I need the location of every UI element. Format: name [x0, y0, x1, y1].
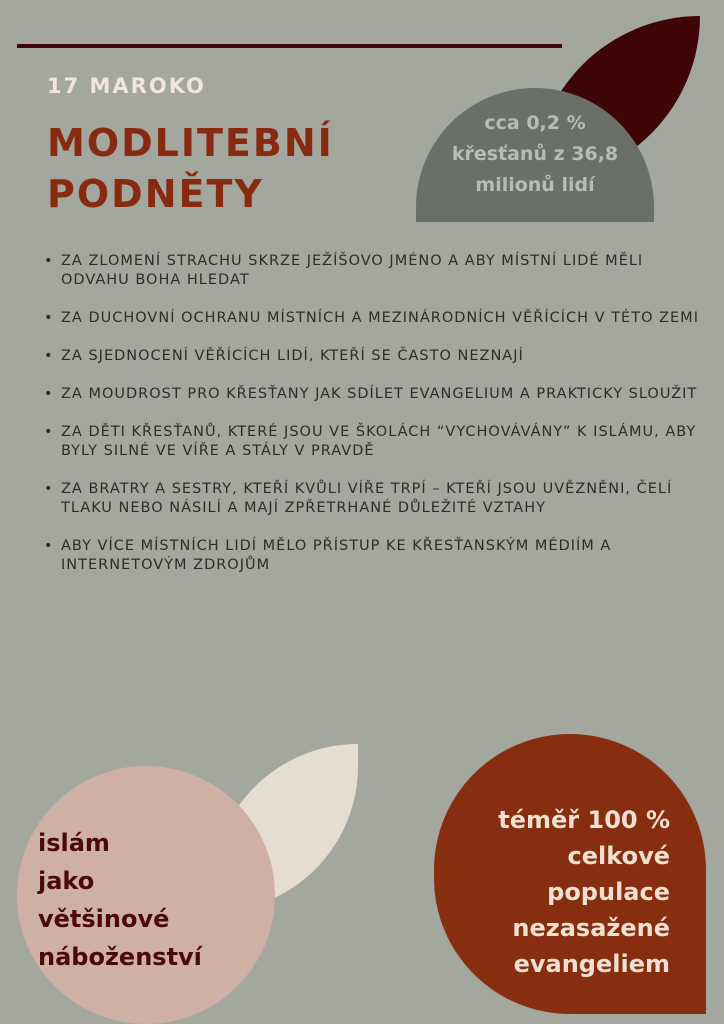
prayer-point: • ZA DĚTI KŘESŤANŮ, KTERÉ JSOU VE ŠKOLÁCH “VYCHOVÁVÁNY” K ISLÁMU, ABY BYLY SILNÉ VE VÍŘE A STÁLY V PRAVDĚ: [44, 423, 704, 461]
christian-percentage-badge: [416, 88, 654, 222]
top-divider-line: [17, 44, 562, 48]
prayer-point: • ZA BRATRY A SESTRY, KTEŘÍ KVŮLI VÍŘE TRPÍ – KTEŘÍ JSOU UVĚZNĚNI, ČELÍ TLAKU NEBO NÁSILÍ A MAJÍ ZPŘETRHANÉ DŮLEŽITÉ VZTAHY: [44, 480, 704, 518]
prayer-point: • ZA MOUDROST PRO KŘESŤANY JAK SDÍLET EVANGELIUM A PRAKTICKY SLOUŽIT: [44, 385, 704, 404]
prayer-points-list: [44, 252, 704, 594]
prayer-point: • ABY VÍCE MÍSTNÍCH LIDÍ MĚLO PŘÍSTUP KE KŘESŤANSKÝM MÉDIÍM A INTERNETOVÝM ZDROJŮM: [44, 537, 704, 575]
religion-badge: [17, 766, 275, 1024]
prayer-point: • ZA ZLOMENÍ STRACHU SKRZE JEŽÍŠOVO JMÉNO A ABY MÍSTNÍ LIDÉ MĚLI ODVAHU BOHA HLEDAT: [44, 252, 704, 290]
unreached-population-badge: [434, 734, 706, 1014]
page-title: MODLITEBNÍ PODNĚTY: [47, 121, 334, 216]
religion-text: islám jako většinové náboženství: [38, 829, 202, 971]
unreached-population-text: téměř 100 % celkové populace nezasažené evangeliem: [498, 806, 670, 978]
prayer-point: • ZA DUCHOVNÍ OCHRANU MÍSTNÍCH A MEZINÁRODNÍCH VĚŘÍCÍCH V TÉTO ZEMI: [44, 309, 704, 328]
prayer-point: • ZA SJEDNOCENÍ VĚŘÍCÍCH LIDÍ, KTEŘÍ SE ČASTO NEZNAJÍ: [44, 347, 704, 366]
page-date: 17 MAROKO: [47, 74, 206, 98]
christian-percentage-text: cca 0,2 % křesťanů z 36,8 milionů lidí: [451, 112, 619, 196]
